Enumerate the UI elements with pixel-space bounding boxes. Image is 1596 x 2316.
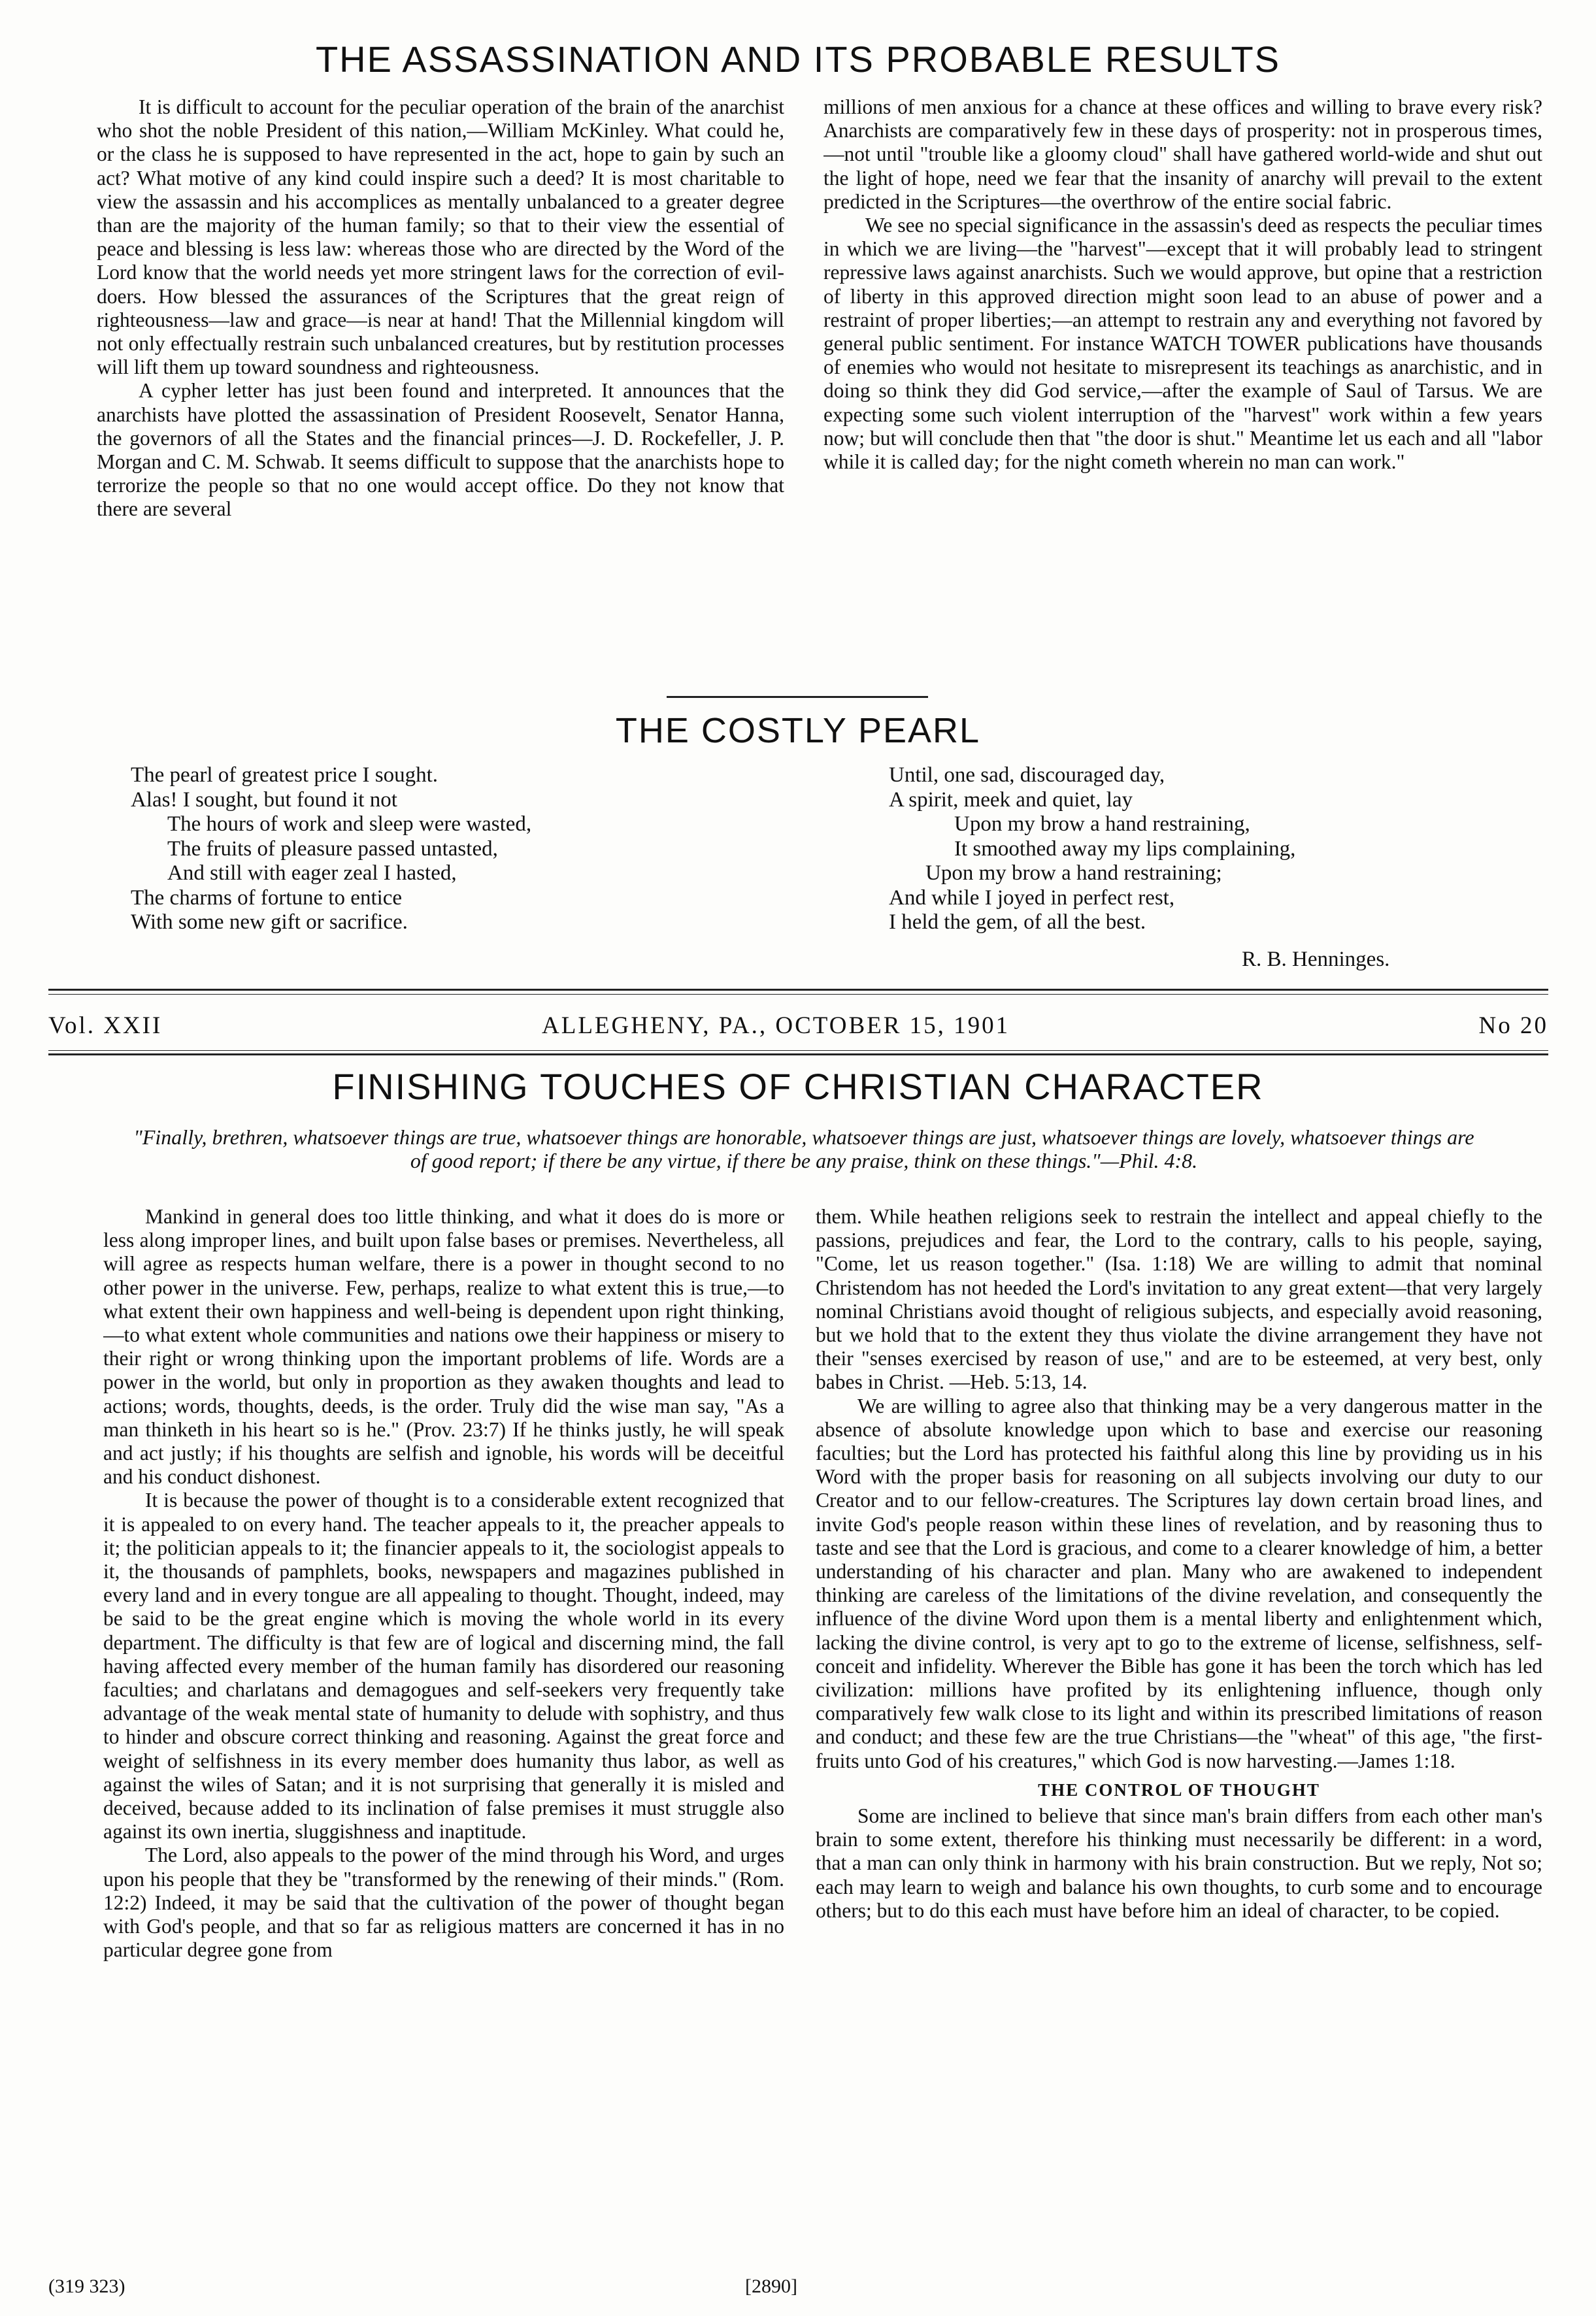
masthead-rule-bottom-thin <box>48 1050 1548 1051</box>
footer-page-number: [2890] <box>745 2275 797 2297</box>
main-left-column <box>103 1205 784 2270</box>
poem-line: Upon my brow a hand restraining; <box>925 861 1222 885</box>
paragraph: It is difficult to account for the peculiar operation of the brain of the anarchist who shot the noble President of this nation,—William McKinley. What could he, or the class he is supposed to have represented in the act, hope to gain by such an act? What motive of any kind could inspire such a deed? It is most charitable to view the assassin and his accomplices as mentally unbalanced to a greater degree than are the majority of the human family; so that to their view the essential of peace and blessing is less law: whereas those who are directed by the Word of the Lord know that the world needs yet more stringent laws for the correction of evil-doers. How blessed the assurances of the Scriptures that the great reign of righteousness—law and grace—is near at hand! That the Millennial kingdom will not only effectually restrain such unbalanced creatures, but by restitution processes will lift them up toward soundness and righteousness. <box>97 95 784 379</box>
poem-line: And while I joyed in perfect rest, <box>889 885 1175 910</box>
section-divider <box>667 696 928 698</box>
masthead <box>48 1012 1548 1044</box>
poem-left-stanza <box>131 763 784 935</box>
masthead-rule-top <box>48 989 1548 991</box>
poem-line: Until, one sad, discouraged day, <box>889 763 1165 787</box>
assassination-left-column <box>97 95 784 684</box>
poem-line: The fruits of pleasure passed untasted, <box>167 836 498 861</box>
poem-line: A spirit, meek and quiet, lay <box>889 787 1133 812</box>
poem-line: Upon my brow a hand restraining, <box>954 812 1250 836</box>
assassination-right-column <box>823 95 1542 684</box>
scripture-epigraph: "Finally, brethren, whatsoever things are true, whatsoever things are honorable, whatsoever things are just, whatsoever things are lovely, whatsoever things are of good report; if there be any virtue, if there be any praise, think on these things."—Phil. 4:8. <box>133 1125 1474 1172</box>
issue-number: No 20 <box>1478 1012 1548 1039</box>
place-and-date: ALLEGHENY, PA., OCTOBER 15, 1901 <box>542 1012 1010 1039</box>
poem-author: R. B. Henninges. <box>1242 948 1390 971</box>
paragraph: The Lord, also appeals to the power of the mind through his Word, and urges upon his people that they be "transformed by the renewing of their minds." (Rom. 12:2) Indeed, it may be said that the cultivation of the power of thought began with God's people, and that so far as religious matters are concerned it has in no particular degree gone from <box>103 1844 784 1962</box>
paragraph: Mankind in general does too little thinking, and what it does do is more or less along improper lines, and built upon false bases or premises. Nevertheless, all will agree as respects human welfare, there is a power in thought second to no other power in the universe. Few, perhaps, realize to what extent this is true,—to what extent their own happiness and well-being is dependent upon right thinking,—to what extent whole communities and nations owe their happiness or misery to their right or wrong thinking upon the important problems of life. Words are a power in the world, but only in proportion as they awaken thoughts and lead to actions; words, thoughts, deeds, is the order. Truly did the wise man say, "As a man thinketh in his heart so is he." (Prov. 23:7) If he thinks justly, he will speak and act justly; if his thoughts are selfish and ignoble, his words will be deceitful and his conduct dishonest. <box>103 1205 784 1489</box>
main-article-title: FINISHING TOUCHES OF CHRISTIAN CHARACTER <box>332 1066 1264 1107</box>
poem-line: The charms of fortune to entice <box>131 885 403 910</box>
poem-line: It smoothed away my lips complaining, <box>954 836 1296 861</box>
poem-right-stanza <box>889 763 1542 935</box>
paragraph: It is because the power of thought is to a considerable extent recognized that it is appealed to on every hand. The teacher appeals to it, the preacher appeals to it; the politician appeals to it; the financier appeals to it, the sociologist appeals to it, the thousands of pamphlets, books, newspapers and magazines published in every land and in every tongue are all appealing to thought. Thought, indeed, may be said to be the great engine which is moving the whole world in its every department. The difficulty is that few are of logical and discerning mind, the fall having affected every member of the human family has disordered our reasoning faculties; and charlatans and demagogues and self-seekers very frequently take advantage of the weak mental state of humanity to delude with sophistry, and thus to hinder and obscure correct thinking and reasoning. Against the great force and weight of selfishness in its every member does humanity thus labor, as well as against the wiles of Satan; and it is not surprising that generally it is misled and deceived, because added to its inclination of false premises it must struggle also against its own inertia, sluggishness and inaptitude. <box>103 1489 784 1844</box>
poem-line: With some new gift or sacrifice. <box>131 910 408 934</box>
section-subheading: THE CONTROL OF THOUGHT <box>1038 1779 1320 1800</box>
footer-page-range: (319 323) <box>48 2275 125 2297</box>
poem-line: And still with eager zeal I hasted, <box>167 861 457 885</box>
volume-number: Vol. XXII <box>48 1012 163 1039</box>
poem-title: THE COSTLY PEARL <box>615 711 981 750</box>
assassination-article-title: THE ASSASSINATION AND ITS PROBABLE RESULTS <box>315 39 1281 80</box>
paragraph: We are willing to agree also that thinking may be a very dangerous matter in the absence of absolute knowledge upon which to base and exercise our reasoning faculties; but the Lord has protected his faithful along this line by providing us in his Word with the proper basis for reasoning on all subjects involving our duty to our Creator and to our fellow-creatures. The Scriptures lay down certain broad lines, and invite God's people reason within these lines of revelation, and by reasoning thus to taste and see that the Lord is gracious, and come to a clearer knowledge of him, a better understanding of his character and plan. Many who are awakened to independent thinking are careless of the limitations of the divine revelation, and consequently the influence of the divine Word upon them is a mental liberty and enlightenment which, lacking the divine control, is very apt to go to the extreme of license, selfishness, self-conceit and infidelity. Wherever the Bible has gone it has been the torch which has led civilization: millions have profited by its enlightening influence, though only comparatively few walk close to its light and within its prescribed limitations of reason and conduct; and these few are the true Christians—the "wheat" of this age, "the first-fruits unto God of his creatures," which God is now harvesting.—James 1:18. <box>816 1394 1542 1772</box>
main-right-column <box>816 1205 1542 2270</box>
poem-line: The pearl of greatest price I sought. <box>131 763 439 787</box>
poem-line: I held the gem, of all the best. <box>889 910 1146 934</box>
paragraph: them. While heathen religions seek to restrain the intellect and appeal chiefly to the passions, prejudices and fear, the Lord to the contrary, calls to his people, saying, "Come, let us reason together." (Isa. 1:18) We are willing to admit that nominal Christendom has not heeded the Lord's invitation to any great extent—that very largely nominal Christians avoid thought of religious subjects, and especially avoid reasoning, but we hold that to the extent they thus violate the divine arrangement they have not their "senses exercised by reason of use," and are to be esteemed, at very best, only babes in Christ. —Heb. 5:13, 14. <box>816 1205 1542 1394</box>
paragraph: Some are inclined to believe that since man's brain differs from each other man's brain to some extent, therefore his thinking must necessarily be different: in a word, that a man can only think in harmony with his brain construction. But we reply, Not so; each may learn to weigh and balance his own thoughts, to curb some and to encourage others; but to do this each must have before him an ideal of character, to be copied. <box>816 1804 1542 1922</box>
paragraph: millions of men anxious for a chance at these offices and willing to brave every risk? Anarchists are comparatively few in these days of prosperity: not in prosperous times,—not until "trouble like a gloomy cloud" shall have gathered world-wide and shut out the light of hope, need we fear that the insanity of anarchy will prevail to the extent predicted in the Scriptures—the overthrow of the entire social fabric. <box>823 95 1542 213</box>
masthead-rule-bottom <box>48 1053 1548 1055</box>
paragraph: A cypher letter has just been found and interpreted. It announces that the anarchists have plotted the assassination of President Roosevelt, Senator Hanna, the governors of all the States and the financial princes—J. D. Rockefeller, J. P. Morgan and C. M. Schwab. It seems difficult to suppose that the anarchists hope to terrorize the people so that no one would accept office. Do they not know that there are several <box>97 379 784 521</box>
masthead-rule-top-thin <box>48 994 1548 995</box>
poem-line: Alas! I sought, but found it not <box>131 787 397 812</box>
poem-line: The hours of work and sleep were wasted, <box>167 812 532 836</box>
paragraph: We see no special significance in the assassin's deed as respects the peculiar times in which we are living—the "harvest"—except that it will probably lead to stringent repressive laws against anarchists. Such we would approve, but opine that a restriction of liberty in this approved direction might soon lead to an abuse of power and a restraint of proper liberties;—an attempt to restrain any and everything not favored by general public sentiment. For instance WATCH TOWER publications have thousands of enemies who would not hesitate to misrepresent its teachings as anarchistic, and in doing so think they did God service,—after the example of Saul of Tarsus. We are expecting some such violent interruption of the "harvest" work within a few years now; but will conclude then that "the door is shut." Meantime let us each and all "labor while it is called day; for the night cometh wherein no man can work." <box>823 214 1542 474</box>
